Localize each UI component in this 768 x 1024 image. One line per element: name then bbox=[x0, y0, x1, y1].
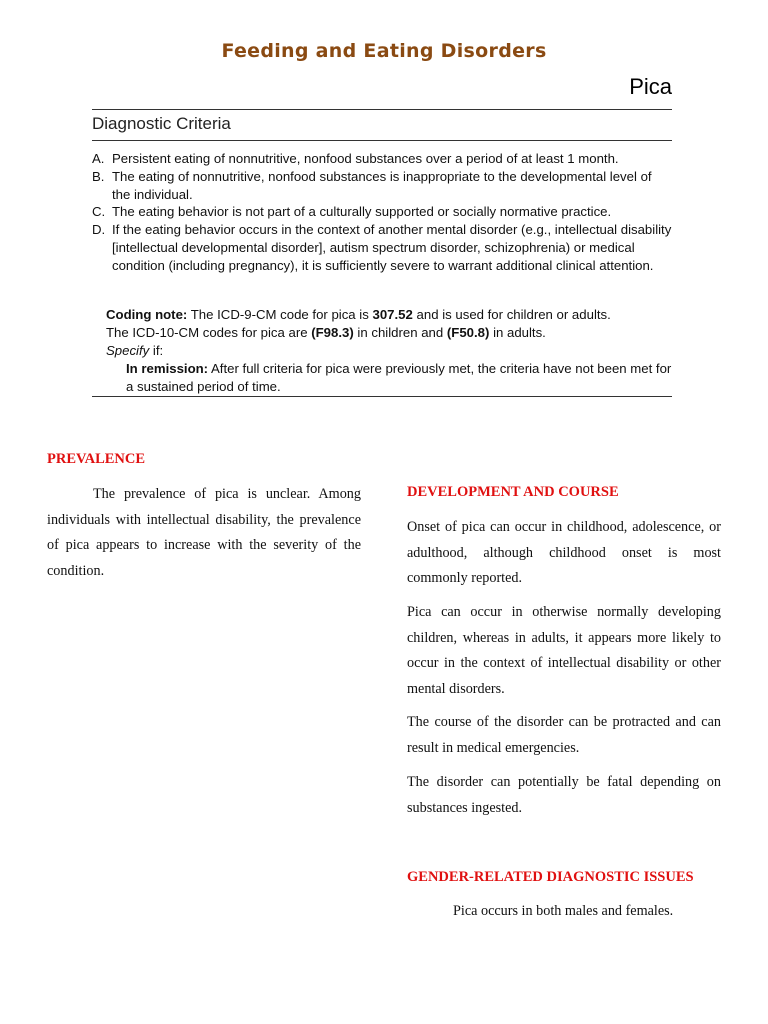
coding-text: in adults. bbox=[493, 325, 546, 340]
coding-text: in children and bbox=[357, 325, 444, 340]
criterion-letter: B. bbox=[92, 168, 105, 184]
remission-text: After full criteria for pica were previously met, the criteria have not been met for a sustained period of time. bbox=[126, 361, 672, 394]
criterion-text: If the eating behavior occurs in the context of another mental disorder (e.g., intellectual disability [intellectual developmental disorder], autism spectrum disorder, schizophrenia) or medical condition (including pregnancy), it is sufficiently severe to warrant additional clinical attention. bbox=[112, 222, 672, 273]
rule-middle bbox=[92, 140, 672, 141]
rule-top bbox=[92, 109, 672, 110]
coding-text: The ICD-10-CM codes for pica are bbox=[106, 325, 308, 340]
criterion-letter: D. bbox=[92, 222, 106, 238]
criteria-list bbox=[92, 150, 672, 275]
specify-text: if: bbox=[152, 343, 164, 358]
remission-label: In remission: bbox=[126, 361, 209, 376]
criterion-c bbox=[92, 203, 672, 221]
scan-heading: Pica bbox=[629, 74, 672, 99]
prevalence-heading: PREVALENCE bbox=[47, 451, 146, 467]
scan-subheading: Diagnostic Criteria bbox=[92, 114, 231, 133]
development-paragraph-4: The disorder can potentially be fatal depending on substances ingested. bbox=[407, 774, 721, 816]
development-paragraph-2: Pica can occur in otherwise normally developing children, whereas in adults, it appears more likely to occur in the context of intellectual disability or other mental disorders. bbox=[407, 604, 721, 697]
remission-specifier bbox=[106, 360, 672, 396]
coding-line-1 bbox=[106, 306, 672, 324]
coding-label: Coding note: bbox=[106, 307, 188, 322]
diagnostic-criteria-scan bbox=[92, 72, 672, 402]
coding-text: The ICD-9-CM code for pica is bbox=[190, 307, 369, 322]
criterion-letter: A. bbox=[92, 151, 105, 166]
icd9-code: 307.52 bbox=[372, 307, 413, 322]
development-heading: DEVELOPMENT AND COURSE bbox=[407, 484, 619, 500]
icd10-child-code: (F98.3) bbox=[311, 325, 354, 340]
criterion-b bbox=[92, 168, 672, 204]
criterion-text: The eating behavior is not part of a culturally supported or socially normative practice. bbox=[112, 204, 612, 220]
coding-text: and is used for children or adults. bbox=[416, 307, 611, 322]
icd10-adult-code: (F50.8) bbox=[446, 325, 490, 340]
coding-line-2 bbox=[106, 324, 672, 342]
specify-label: Specify bbox=[106, 343, 150, 358]
gender-paragraph: Pica occurs in both males and females. bbox=[453, 903, 674, 919]
criterion-text: The eating of nonnutritive, nonfood substances is inappropriate to the developmental level of the individual. bbox=[112, 168, 652, 202]
rule-bottom bbox=[92, 396, 672, 397]
criterion-text: Persistent eating of nonnutritive, nonfood substances over a period of at least 1 month. bbox=[112, 151, 619, 166]
document-title: Feeding and Eating Disorders bbox=[221, 40, 547, 62]
criterion-a bbox=[92, 150, 672, 168]
specify-line bbox=[106, 342, 672, 360]
coding-note bbox=[106, 306, 672, 396]
criterion-letter: C. bbox=[92, 204, 106, 220]
development-paragraph-3: The course of the disorder can be protracted and can result in medical emergencies. bbox=[407, 714, 721, 756]
gender-heading: GENDER-RELATED DIAGNOSTIC ISSUES bbox=[407, 869, 694, 885]
development-paragraph-1: Onset of pica can occur in childhood, adolescence, or adulthood, although childhood onset is most commonly reported. bbox=[407, 519, 721, 586]
criterion-d bbox=[92, 221, 672, 274]
prevalence-paragraph: The prevalence of pica is unclear. Among individuals with intellectual disability, the prevalence of pica appears to increase with the severity of the condition. bbox=[47, 486, 361, 579]
